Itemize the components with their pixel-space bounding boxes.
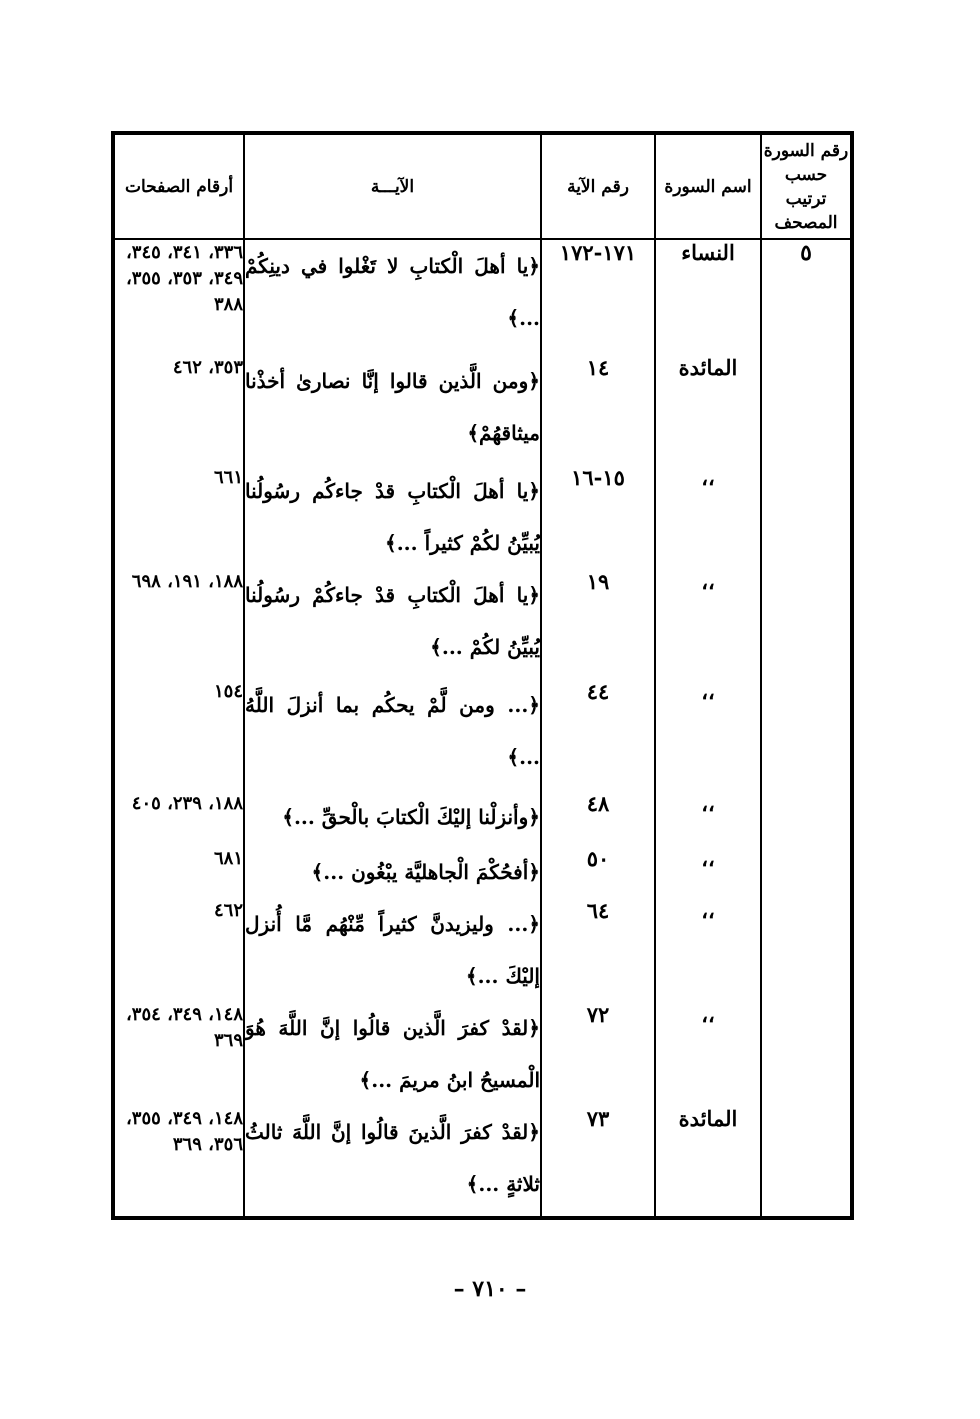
surah-order-value: ٥: [761, 239, 852, 1218]
header-ayah: الآيـــة: [244, 133, 541, 239]
surah-name-cell: المائدة: [655, 355, 761, 465]
surah-name-cell: المائدة: [655, 1106, 761, 1218]
header-ayah-number: رقم الآية: [541, 133, 655, 239]
ayah-text-cell: ﴿لقدْ كفرَ الَّذين قالُوا إنَّ اللَّهَ هُوَ الْمسيحُ ابنُ مريمَ ...﴾: [244, 1002, 541, 1106]
ayah-number-cell: ١٩: [541, 569, 655, 679]
pages-cell: ٣٣٦، ٣٤١، ٣٤٥، ٣٤٩، ٣٥٣، ٣٥٥، ٣٨٨: [113, 239, 244, 355]
surah-name-cell: النساء: [655, 239, 761, 355]
surah-name-cell: ،،: [655, 898, 761, 1002]
ayah-text-cell: ﴿... ومن لَّمْ يحكُم بما أنزلَ اللَّهُ ...﴾: [244, 679, 541, 791]
pages-cell: ١٤٨، ٣٤٩، ٣٥٥، ٣٥٦، ٣٦٩: [113, 1106, 244, 1218]
pages-cell: ١٤٨، ٣٤٩، ٣٥٤، ٣٦٩: [113, 1002, 244, 1106]
surah-name-cell: ،،: [655, 679, 761, 791]
table-header-row: [113, 133, 852, 239]
table-row: [113, 898, 852, 1002]
table-row: [113, 1106, 852, 1218]
ayah-number-cell: ١٥-١٦: [541, 465, 655, 569]
surah-name-cell: ،،: [655, 569, 761, 679]
table-row: [113, 355, 852, 465]
ayah-text-cell: ﴿أفحُكْمَ الْجاهليَّة يبْغُون ...﴾: [244, 846, 541, 898]
table-row: [113, 569, 852, 679]
table-row: [113, 239, 852, 355]
pages-cell: ٦٦١: [113, 465, 244, 569]
ayah-number-cell: ٧٢: [541, 1002, 655, 1106]
ayah-number-cell: ١٧١-١٧٢: [541, 239, 655, 355]
ayah-number-cell: ٥٠: [541, 846, 655, 898]
page-number: – ٧١٠ –: [453, 1276, 527, 1302]
ayah-number-cell: ٧٣: [541, 1106, 655, 1218]
pages-cell: ٣٥٣، ٤٦٢: [113, 355, 244, 465]
surah-name-cell: ،،: [655, 791, 761, 846]
table-row: [113, 1002, 852, 1106]
table-row: [113, 679, 852, 791]
header-surah-order: رقم السورة حسب ترتيب المصحف: [761, 133, 852, 239]
pages-cell: ١٨٨، ٢٣٩، ٤٠٥: [113, 791, 244, 846]
header-surah-name: اسم السورة: [655, 133, 761, 239]
pages-cell: ٦٨١: [113, 846, 244, 898]
ayah-text-cell: ﴿يا أهلَ الْكتابِ قدْ جاءكُمْ رسُولُنا يُبيِّنُ لكُمْ ...﴾: [244, 569, 541, 679]
surah-name-cell: ،،: [655, 846, 761, 898]
surah-name-cell: ،،: [655, 1002, 761, 1106]
pages-cell: ١٥٤: [113, 679, 244, 791]
ayah-number-cell: ٦٤: [541, 898, 655, 1002]
ayah-text-cell: ﴿وأنزلْنا إليْكَ الْكتابَ بالْحقِّ ...﴾: [244, 791, 541, 846]
ayah-text-cell: ﴿يا أهلَ الْكتابِ قدْ جاءكُم رسُولُنا يُبيِّنُ لكُمْ كثيراً ...﴾: [244, 465, 541, 569]
ayah-number-cell: ٤٨: [541, 791, 655, 846]
ayah-number-cell: ١٤: [541, 355, 655, 465]
pages-cell: ١٨٨، ١٩١، ٦٩٨: [113, 569, 244, 679]
table-row: [113, 846, 852, 898]
ayah-text-cell: ﴿... وليزيدنَّ كثيراً مِّنْهُم مَّا أُنزل إليْكَ ...﴾: [244, 898, 541, 1002]
ayah-text-cell: ﴿يا أهلَ الْكتابِ لا تَغْلوا في دينِكُمْ ...﴾: [244, 239, 541, 355]
verses-index-table: [111, 131, 854, 1220]
table-row: [113, 465, 852, 569]
ayah-number-cell: ٤٤: [541, 679, 655, 791]
pages-cell: ٤٦٢: [113, 898, 244, 1002]
table-row: [113, 791, 852, 846]
ayah-text-cell: ﴿ومن الَّذين قالوا إنَّا نصارىٰ أخذْنا ميثاقهُمْ﴾: [244, 355, 541, 465]
header-pages: أرقام الصفحات: [113, 133, 244, 239]
surah-name-cell: ،،: [655, 465, 761, 569]
ayah-text-cell: ﴿لقدْ كفرَ الَّذينَ قالُوا إنَّ اللَّهَ ثالثُ ثلاثةٍ ...﴾: [244, 1106, 541, 1218]
